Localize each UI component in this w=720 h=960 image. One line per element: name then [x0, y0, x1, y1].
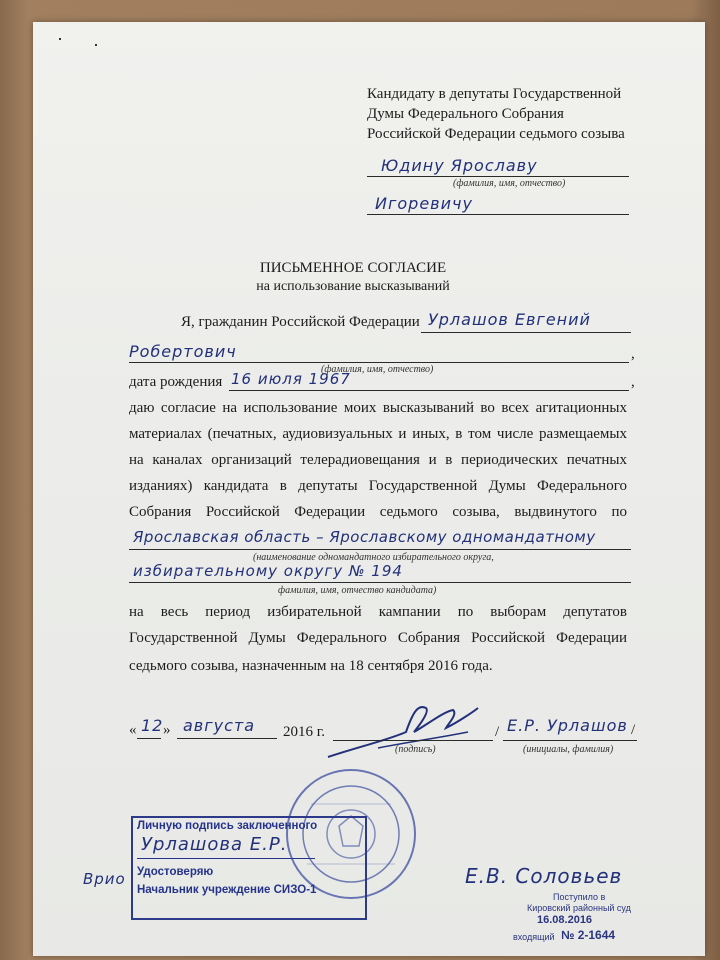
vrio-handwritten: Врио — [83, 870, 126, 888]
court-incoming-number: № 2-1644 — [561, 928, 616, 942]
closing-line-2: Государственной Думы Федерального Собрания Российской Федерации — [129, 630, 627, 646]
birth-date-handwritten: 16 июля 1967 — [231, 370, 351, 388]
document-subtitle: на использование высказываний — [256, 279, 450, 294]
initials-caption: (инициалы, фамилия) — [523, 744, 614, 755]
court-received-stamp — [513, 892, 643, 950]
initials-handwritten: Е.Р. Урлашов — [507, 716, 628, 735]
district-caption-2: фамилия, имя, отчество кандидата) — [278, 585, 437, 596]
court-date: 16.08.2016 — [537, 914, 593, 926]
district-handwritten-2: избирательному округу № 194 — [133, 562, 403, 580]
district-handwritten-1: Ярославская область – Ярославскому одномандатному — [133, 528, 596, 546]
candidate-caption: (фамилия, имя, отчество) — [453, 178, 566, 189]
candidate-line-1 — [367, 176, 629, 177]
date-month-handwritten: августа — [183, 716, 256, 735]
court-incoming-label: входящий — [513, 932, 555, 942]
date-day-handwritten: 12 — [141, 716, 164, 735]
candidate-line-2 — [367, 214, 629, 215]
district-caption-1: (наименование одномандатного избирательного округа, — [253, 552, 494, 563]
document-page: Кандидату в депутаты Государственной Думы Федерального Собрания Российской Федерации седьмого созыва Юдину Ярославу (фамилия, имя, отчество) Игоревичу ПИСЬМЕННОЕ СОГЛАСИЕ на использование высказываний Я, гражданин Российской Федерации Урлашов Евгений Робертович , (фамилия, имя, отчество) дата рождения 16 июля 1967 , даю согласие на использование моих высказываний во всех агитационных материалах (печатных, аудиовизуальных и иных, в том числе размещаемых на каналах организаций телерадиовещания и в периодических печатных изданиях) кандидата в депутаты Государственной Думы Федерального Собрания Российской Федерации седьмого созыва, выдвинутого по Ярославская область – Ярославскому одномандатному (наименование одномандатного избирательного округа, избирательному округу № 194 фамилия, имя, отчество кандидата) на весь период избирательной кампании по выборам депутатов Государственной Думы Федерального Собрания Российской Федерации седьмого созыва, назначенным на 18 сентября 2016 года. « 12 » августа 2016 г. (подпись) / Е.Р. Урлашов / (инициалы, фамилия) Личную подпись заключенного Урлашова Е.Р. Удостоверяю Начальник учреждение СИЗО-1 Врио Е.В. Соловьев Поступило в Кировский районный суд 16.08.2016 входящий № 2-1644 — [33, 22, 705, 956]
para-line-2: материалах (печатных, аудиовизуальных и иных, в том числе размещаемых — [129, 426, 627, 442]
certification-stamp — [131, 816, 367, 920]
court-line-1: Поступило в — [553, 892, 606, 902]
para-line-5: Собрания Российской Федерации седьмого созыва, выдвинутого по — [129, 504, 627, 520]
stamp-name-handwritten: Урлашова Е.Р. — [141, 834, 288, 855]
addressee-line-1: Кандидату в депутаты Государственной — [367, 86, 622, 102]
citizen-line-2 — [129, 362, 629, 363]
head-signature-handwritten: Е.В. Соловьев — [465, 864, 623, 888]
para-line-1: даю согласие на использование моих высказываний во всех агитационных — [129, 400, 627, 416]
birth-line — [229, 390, 629, 391]
candidate-name-handwritten: Юдину Ярославу — [381, 156, 538, 175]
signature-caption: (подпись) — [395, 744, 436, 755]
district-line-1 — [129, 549, 631, 550]
date-quote-close: » — [163, 722, 171, 738]
para-line-3: на каналах организаций телерадиовещания и в периодических печатных — [129, 452, 627, 468]
citizen-patronymic-handwritten: Робертович — [129, 342, 237, 361]
stamp-line-1: Личную подпись заключенного — [137, 820, 318, 832]
stamp-line-2: Удостоверяю — [137, 866, 214, 878]
district-line-2 — [129, 582, 631, 583]
date-year: 2016 г. — [283, 724, 325, 740]
date-quote-open: « — [129, 722, 137, 738]
addressee-line-2: Думы Федерального Собрания — [367, 106, 564, 122]
document-title: ПИСЬМЕННОЕ СОГЛАСИЕ — [259, 260, 447, 276]
candidate-patronymic-handwritten: Игоревичу — [375, 194, 473, 213]
citizen-name-handwritten: Урлашов Евгений — [428, 310, 591, 329]
citizen-prefix: Я, гражданин Российской Федерации — [181, 314, 420, 330]
citizen-line-1 — [421, 332, 631, 333]
para-line-4: изданиях) кандидата в депутаты Государственной Думы Федерального — [129, 478, 627, 494]
closing-line-3: седьмого созыва, назначенным на 18 сентября 2016 года. — [129, 658, 493, 674]
citizen-caption: (фамилия, имя, отчество) — [321, 364, 434, 375]
court-line-2: Кировский районный суд — [527, 903, 631, 913]
addressee-line-3: Российской Федерации седьмого созыва — [367, 126, 625, 142]
birth-label: дата рождения — [129, 374, 223, 390]
closing-line-1: на весь период избирательной кампании по выборам депутатов — [129, 604, 627, 620]
stamp-line-3: Начальник учреждение СИЗО-1 — [137, 884, 317, 896]
